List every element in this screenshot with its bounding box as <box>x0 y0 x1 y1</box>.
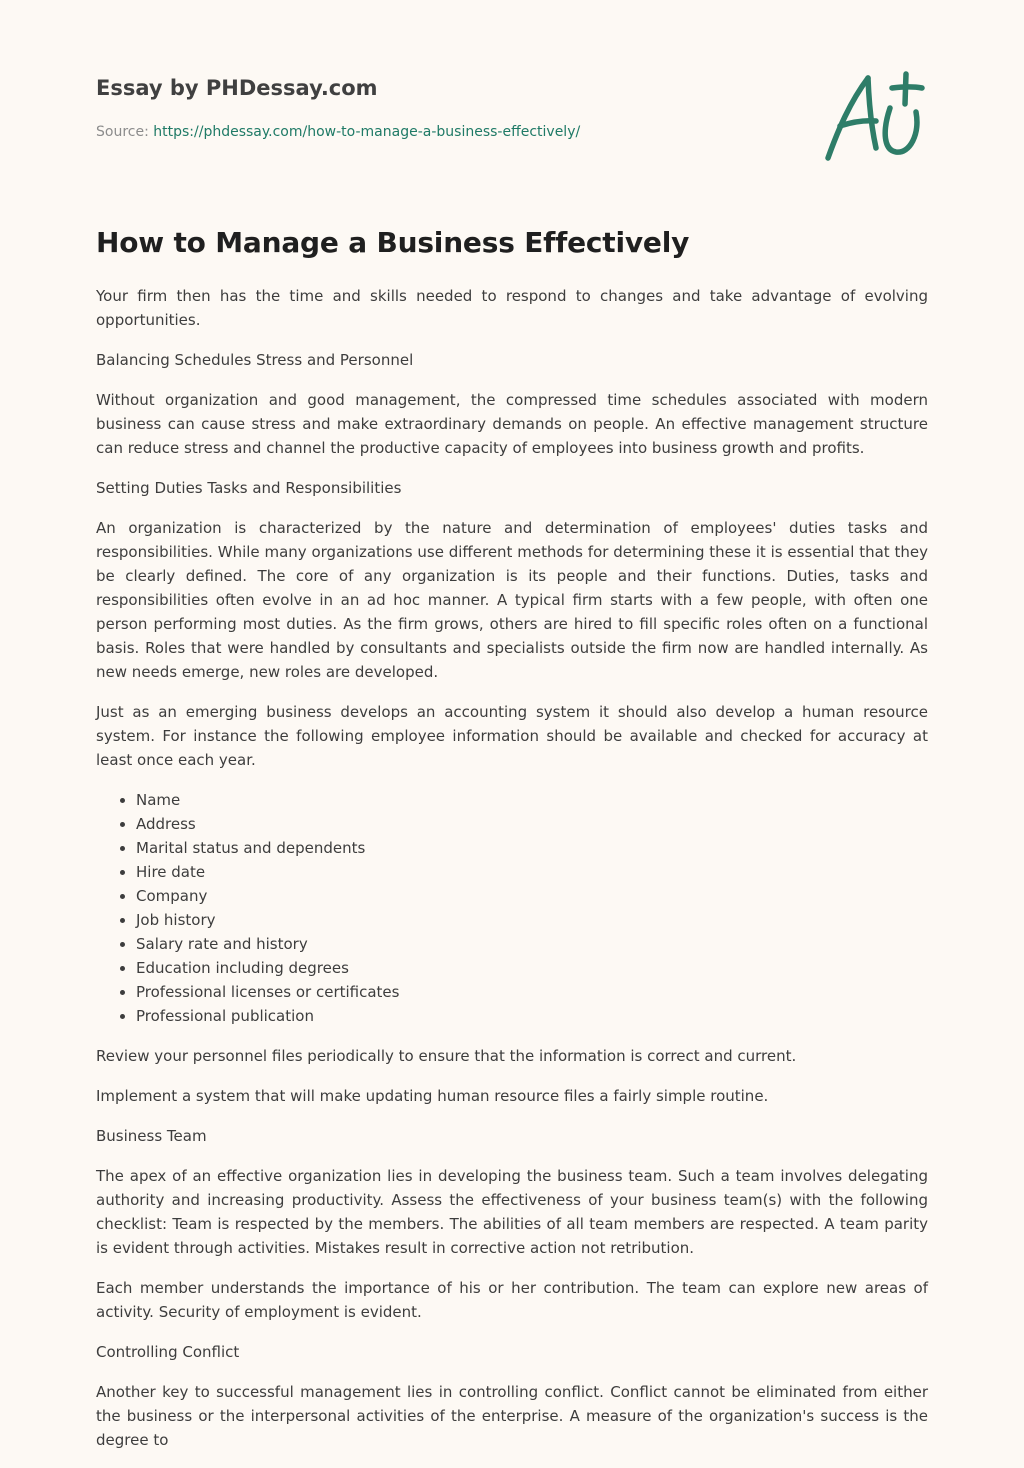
list-item: • Professional publication <box>136 1004 928 1028</box>
list-item: • Hire date <box>136 860 928 884</box>
paragraph: The apex of an effective organization lies in developing the business team. Such a team involves delegating authority and increasing productivity. Assess the effectiveness of your business team(s) with the following checklist: Team is respected by the members. The abilities of all team members are respected. A team parity is evident through activities. Mistakes result in corrective action not retribution. <box>96 1167 928 1257</box>
section-heading: Setting Duties Tasks and Responsibilities <box>96 479 402 497</box>
section-heading: Controlling Conflict <box>96 1343 240 1361</box>
paragraph: Your firm then has the time and skills needed to respond to changes and take advantage of evolving opportunities. <box>96 287 928 329</box>
section-heading: Balancing Schedules Stress and Personnel <box>96 351 414 369</box>
list-item: • Professional licenses or certificates <box>136 980 928 1004</box>
source-link[interactable]: https://phdessay.com/how-to-manage-a-business-effectively/ <box>153 124 581 140</box>
paragraph: Each member understands the importance of his or her contribution. The team can explore new areas of activity. Security of employment is evident. <box>96 1279 928 1321</box>
article-body <box>96 284 928 1468</box>
paragraph: Without organization and good management, the compressed time schedules associated with modern business can cause stress and make extraordinary demands on people. An effective management structure can reduce stress and channel the productive capacity of employees into business growth and profits. <box>96 391 928 457</box>
list-item: • Company <box>136 884 928 908</box>
paragraph: Implement a system that will make updating human resource files a fairly simple routine. <box>96 1087 769 1105</box>
list-item: • Job history <box>136 908 928 932</box>
source-label: Source: <box>96 124 154 140</box>
list-item: • Education including degrees <box>136 956 928 980</box>
list-item: • Salary rate and history <box>136 932 928 956</box>
paragraph: Just as an emerging business develops an accounting system it should also develop a human resource system. For instance the following employee information should be available and checked for accuracy at least once each year. <box>96 703 928 769</box>
list-item: • Marital status and dependents <box>136 836 928 860</box>
list-item: • Address <box>136 812 928 836</box>
page-title: How to Manage a Business Effectively <box>96 226 690 259</box>
list-item: • Name <box>136 788 928 812</box>
a-plus-grade-icon <box>822 68 926 166</box>
section-heading: Business Team <box>96 1127 207 1145</box>
paragraph: An organization is characterized by the nature and determination of employees' duties tasks and responsibilities. While many organizations use different methods for determining these it is essential that they be clearly defined. The core of any organization is its people and their functions. Duties, tasks and responsibilities often evolve in an ad hoc manner. A typical firm starts with a few people, with often one person performing most duties. As the firm grows, others are hired to fill specific roles often on a functional basis. Roles that were handled by consultants and specialists outside the firm now are handled internally. As new needs emerge, new roles are developed. <box>96 519 928 681</box>
paragraph: Review your personnel files periodically to ensure that the information is correct and current. <box>96 1047 797 1065</box>
site-brand: Essay by PHDessay.com <box>96 76 378 100</box>
source-line <box>96 124 580 140</box>
employee-info-list <box>96 788 928 1028</box>
paragraph: Another key to successful management lies in controlling conflict. Conflict cannot be eliminated from either the business or the interpersonal activities of the enterprise. A measure of the organization's success is the degree to <box>96 1383 928 1449</box>
